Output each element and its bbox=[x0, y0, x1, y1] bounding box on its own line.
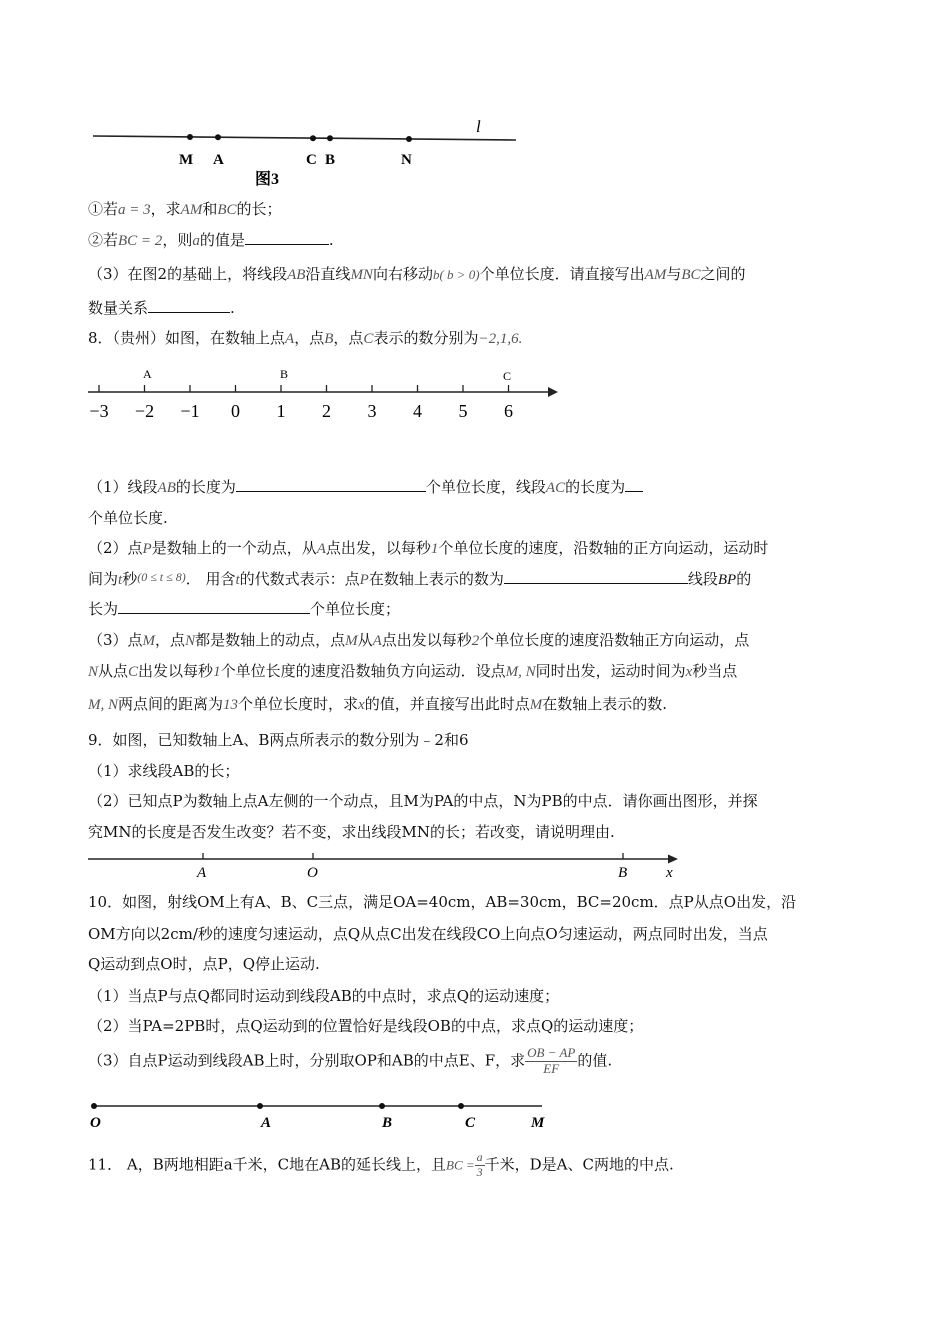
q10-p2: （2）当PA=2PB时，点Q运动到的位置恰好是线段OB的中点，求点Q的运动速度； bbox=[88, 1017, 644, 1035]
q9-axis-arrow bbox=[668, 855, 678, 864]
q9-number-line bbox=[80, 845, 690, 885]
q8-p3-l3-d: 在数轴上表示的数. bbox=[542, 695, 667, 713]
q8-a: A bbox=[285, 331, 295, 347]
q8-p3-line1 bbox=[88, 629, 749, 650]
q10-label-b: B bbox=[382, 1115, 393, 1131]
q7-sub3-line1 bbox=[88, 263, 746, 284]
q7-sub1-post: 的长； bbox=[236, 200, 282, 218]
q8-p3-m: M bbox=[142, 633, 156, 649]
q11-fraction-den: 3 bbox=[476, 1164, 483, 1179]
q7-sub3-line2 bbox=[88, 297, 235, 318]
q11-lhs: BC = bbox=[446, 1157, 475, 1173]
q8-tick-label: 0 bbox=[231, 401, 240, 421]
q8-tick-label: 4 bbox=[413, 401, 422, 421]
q8-p2-line1 bbox=[88, 537, 768, 558]
q10-l1: 10．如图，射线OM上有A、B、C三点，满足OA=40cm，AB=30cm，BC=20cm．点P从点O出发，沿 bbox=[88, 893, 797, 911]
q7-sub2-pre: ②若 bbox=[88, 231, 119, 249]
q9-p2a: （2）已知点P为数轴上点A左侧的一个动点，且M为PA的中点，N为PB的中点．请你画出图形，并探 bbox=[88, 792, 758, 810]
point-m-label: M bbox=[179, 152, 194, 168]
q8-p3-one: 1 bbox=[213, 664, 221, 680]
q8-p2-bp: BP bbox=[717, 572, 737, 588]
q7-sub3-pre: （3）在图2的基础上，将线段 bbox=[88, 265, 288, 283]
q8-p1-blank2[interactable] bbox=[625, 477, 643, 492]
q8-p1-line2-text: 个单位长度. bbox=[88, 509, 168, 527]
q10-point-a bbox=[257, 1103, 263, 1109]
q8-p2-l2-b: ． 用含 bbox=[185, 570, 236, 588]
q7-sub3-bc: BC bbox=[681, 267, 701, 283]
q8-label-a: A bbox=[143, 367, 152, 381]
q7-sub1-pre: ①若 bbox=[88, 200, 119, 218]
q8-p2-blank2[interactable] bbox=[118, 599, 310, 614]
q9-p2b: 究MN的长度是否发生改变？若不变，求出线段MN的长；若改变，请说明理由. bbox=[88, 823, 615, 841]
point-b-dot bbox=[327, 135, 333, 141]
q7-sub3-am: AM bbox=[644, 267, 667, 283]
q10-fraction-den: EF bbox=[543, 1060, 560, 1076]
q10-l3: Q运动到点O时，点P，Q停止运动. bbox=[88, 955, 320, 973]
q8-p3-l2-e: 秒当点 bbox=[692, 662, 738, 680]
q8-p2-l2-f: 的 bbox=[736, 570, 752, 588]
q8-p3-l1-d: 点出发以每秒 bbox=[381, 631, 472, 649]
line-label-l: l bbox=[476, 117, 481, 136]
q8-p1-pre: （1）线段 bbox=[88, 478, 158, 496]
q8-number-line bbox=[80, 360, 570, 430]
q10-p3-pre: （3）自点P运动到线段AB上时，分别取OP和AB的中点E、F，求 bbox=[88, 1051, 526, 1070]
q8-p3-two: 2 bbox=[471, 633, 480, 649]
q8-p3-l1-b: 都是数轴上的动点，点 bbox=[195, 631, 346, 649]
q8-p1-line2 bbox=[88, 507, 168, 528]
q8-p2-line2 bbox=[88, 568, 751, 589]
q7-sub2-post: 的值是 bbox=[199, 231, 245, 249]
q10-label-o: O bbox=[90, 1115, 101, 1131]
figure-3-line bbox=[93, 136, 516, 140]
q7-sub3-mid4: 与 bbox=[666, 265, 682, 283]
q8-p1-mid2: 个单位长度，线段 bbox=[425, 478, 546, 496]
q8-p3-mn2: M, N bbox=[88, 697, 118, 713]
q8-p3-l2-a: 从点 bbox=[98, 662, 129, 680]
q8-tick-label: −2 bbox=[134, 401, 155, 421]
q7-sub1-expr: a = 3 bbox=[118, 202, 151, 218]
q8-tick-label: −3 bbox=[89, 401, 109, 421]
q11-fraction bbox=[475, 1151, 485, 1180]
q7-sub2-end: . bbox=[328, 231, 334, 249]
q8-p1-ac: AC bbox=[545, 480, 566, 496]
q11-post: 千米，D是A、C两地的中点. bbox=[484, 1155, 674, 1174]
q10-point-o bbox=[91, 1103, 97, 1109]
q8-p2-l1-c: 个单位长度的速度，沿数轴的正方向运动，运动时 bbox=[438, 539, 769, 557]
q8-p2-t: t bbox=[118, 572, 123, 588]
q8-label-b: B bbox=[280, 367, 289, 381]
q7-sub2 bbox=[88, 229, 334, 250]
q8-tick-label: 3 bbox=[367, 401, 377, 421]
q10-fraction bbox=[525, 1046, 577, 1077]
q10-label-m: M bbox=[531, 1115, 545, 1131]
point-n-label: N bbox=[401, 152, 412, 168]
q8-p2-blank1[interactable] bbox=[504, 569, 688, 584]
q7-sub1-and: 和 bbox=[202, 200, 218, 218]
q8-p3-m2: M bbox=[345, 633, 358, 649]
point-n-dot bbox=[406, 136, 412, 142]
q8-p2-line3 bbox=[88, 598, 400, 619]
q8-p3-l1-pre: （3）点 bbox=[88, 631, 143, 649]
q7-sub3-blank[interactable] bbox=[148, 298, 230, 313]
q9-label-a: A bbox=[197, 865, 207, 881]
q8-p1-ab: AB bbox=[157, 480, 176, 496]
point-c-label: C bbox=[306, 152, 317, 168]
q8-p2-l2-e: 线段 bbox=[687, 570, 718, 588]
q8-p3-l1-c: 从 bbox=[357, 631, 373, 649]
q8-p3-l1-a: ，点 bbox=[155, 631, 186, 649]
q8-p2-l1-a: 是数轴上的一个动点，从 bbox=[151, 539, 317, 557]
q11-pre: 11． A，B两地相距a千米，C地在AB的延长线上，且 bbox=[88, 1155, 446, 1174]
q8-p3-l3-a: 两点间的距离为 bbox=[118, 695, 224, 713]
q8-p3-line2 bbox=[88, 660, 737, 681]
q8-tick-label: 6 bbox=[504, 401, 513, 421]
q8-p2-a: A bbox=[316, 541, 326, 557]
q8-p2-l3-post: 个单位长度； bbox=[310, 600, 401, 618]
q9-label-b: B bbox=[618, 865, 628, 881]
q8-p2-p2: P bbox=[359, 572, 369, 588]
q10-label-c: C bbox=[465, 1115, 476, 1131]
q10-point-b bbox=[379, 1103, 385, 1109]
q8-tick-label: 1 bbox=[276, 401, 286, 421]
q9-p1: （1）求线段AB的长； bbox=[88, 762, 240, 780]
q8-p3-line3 bbox=[88, 693, 667, 714]
q7-sub1 bbox=[88, 198, 282, 219]
q8-p3-a: A bbox=[372, 633, 382, 649]
q8-p3-n: N bbox=[185, 633, 196, 649]
q7-sub3-mn: MN bbox=[350, 267, 373, 283]
q8-p3-l2-c: 个单位长度的速度沿数轴负方向运动．设点 bbox=[220, 662, 506, 680]
q10-p1: （1）当点P与点Q都同时运动到线段AB的中点时，求点Q的运动速度； bbox=[88, 987, 560, 1005]
q8-p3-mn: M, N bbox=[505, 664, 536, 680]
q7-sub2-var: a bbox=[192, 233, 200, 249]
q8-axis-arrow bbox=[548, 387, 558, 397]
q8-sep1: ，点 bbox=[294, 329, 325, 347]
q8-p3-l3-b: 个单位长度时，求 bbox=[238, 695, 359, 713]
q7-sub2-mid: ，则 bbox=[162, 231, 193, 249]
q8-p2-l2-c: 的代数式表示：点 bbox=[239, 570, 360, 588]
q11 bbox=[88, 1151, 674, 1180]
q8-p2-l2-pre: 间为 bbox=[88, 570, 119, 588]
q8-p2-l3-pre: 长为 bbox=[88, 600, 119, 618]
q7-sub3-post: 之间的 bbox=[700, 265, 746, 283]
q7-sub3-mid3: 个单位长度．请直接写出 bbox=[479, 265, 645, 283]
q8-p3-l3-c: 的值，并直接写出此时点 bbox=[364, 695, 530, 713]
q9-head: 9．如图，已知数轴上A、B两点所表示的数分别为﹣2和6 bbox=[88, 731, 469, 749]
q8-p3-thirteen: 13 bbox=[223, 697, 239, 713]
q8-head-text: 8．（贵州）如图，在数轴上点 bbox=[88, 329, 286, 347]
q8-ticks bbox=[89, 385, 513, 421]
q8-post: 表示的数分别为 bbox=[373, 329, 479, 347]
q10-point-c bbox=[458, 1103, 464, 1109]
q8-p3-x2: x bbox=[358, 697, 365, 713]
q11-fraction-num: a bbox=[476, 1150, 483, 1164]
q8-label-c: C bbox=[503, 369, 512, 383]
q10-fraction-num: OB − AP bbox=[527, 1045, 576, 1060]
q8-p2-range: (0 ≤ t ≤ 8) bbox=[137, 570, 186, 584]
q7-sub1-bc: BC bbox=[217, 202, 237, 218]
q8-p3-x: x bbox=[685, 664, 693, 680]
q7-sub3-ab: AB bbox=[287, 267, 306, 283]
q8-p2-l2-d: 在数轴上表示的数为 bbox=[368, 570, 504, 588]
q7-sub2-expr: BC = 2 bbox=[118, 233, 163, 249]
q8-tick-label: −1 bbox=[180, 401, 200, 421]
point-b-label: B bbox=[325, 152, 336, 168]
q8-sep2: ，点 bbox=[333, 329, 364, 347]
q8-p3-l2-b: 出发以每秒 bbox=[138, 662, 214, 680]
q8-b: B bbox=[324, 331, 334, 347]
q8-tick-label: 5 bbox=[458, 401, 468, 421]
q7-sub2-blank[interactable] bbox=[245, 230, 329, 245]
q10-p3 bbox=[88, 1046, 612, 1077]
figure-3-caption: 图3 bbox=[255, 171, 280, 188]
q8-values: −2,1,6. bbox=[478, 331, 523, 347]
q8-head bbox=[88, 327, 522, 348]
point-a-dot bbox=[215, 134, 221, 140]
q7-sub3-line2-text: 数量关系 bbox=[88, 299, 149, 317]
q9-label-o: O bbox=[307, 865, 318, 881]
q7-sub3-mid2: 向右移动 bbox=[372, 265, 433, 283]
q10-label-a: A bbox=[261, 1115, 272, 1131]
q8-p3-l1-e: 个单位长度的速度沿数轴正方向运动，点 bbox=[479, 631, 750, 649]
q8-c: C bbox=[363, 331, 374, 347]
point-m-dot bbox=[187, 134, 193, 140]
q8-p3-n2: N bbox=[88, 664, 99, 680]
q9-label-x: x bbox=[666, 865, 673, 881]
q8-p1-mid3: 的长度为 bbox=[565, 478, 626, 496]
point-c-dot bbox=[310, 135, 316, 141]
q8-p2-l1-pre: （2）点 bbox=[88, 539, 143, 557]
q8-p1-line1 bbox=[88, 476, 643, 497]
q8-p3-c: C bbox=[128, 664, 139, 680]
q7-sub3-expr: b( b > 0) bbox=[432, 267, 480, 282]
q10-p3-post: 的值. bbox=[577, 1051, 613, 1070]
q10-l2: OM方向以2cm/秒的速度匀速运动，点Q从点C出发在线段CO上向点O匀速运动，两点同时出发，当点 bbox=[88, 925, 768, 943]
figure-3 bbox=[80, 112, 530, 192]
q8-p3-l2-d: 同时出发，运动时间为 bbox=[535, 662, 686, 680]
q8-p3-m3: M bbox=[529, 697, 543, 713]
point-a-label: A bbox=[213, 152, 224, 168]
q8-p1-blank1[interactable] bbox=[236, 477, 426, 492]
q7-sub1-am: AM bbox=[180, 202, 203, 218]
q8-p1-mid: 的长度为 bbox=[175, 478, 236, 496]
q8-tick-label: 2 bbox=[322, 401, 331, 421]
q8-p2-t2: t bbox=[235, 572, 240, 588]
q7-sub3-end: . bbox=[230, 299, 235, 317]
q8-p2-one: 1 bbox=[430, 541, 439, 557]
q8-p2-l1-b: 点出发，以每秒 bbox=[325, 539, 431, 557]
q8-p2-p: P bbox=[142, 541, 152, 557]
q7-sub3-mid1: 沿直线 bbox=[305, 265, 351, 283]
q8-p2-l2-a: 秒 bbox=[122, 570, 138, 588]
q7-sub1-mid: ，求 bbox=[150, 200, 181, 218]
q10-ray-figure bbox=[80, 1095, 560, 1135]
